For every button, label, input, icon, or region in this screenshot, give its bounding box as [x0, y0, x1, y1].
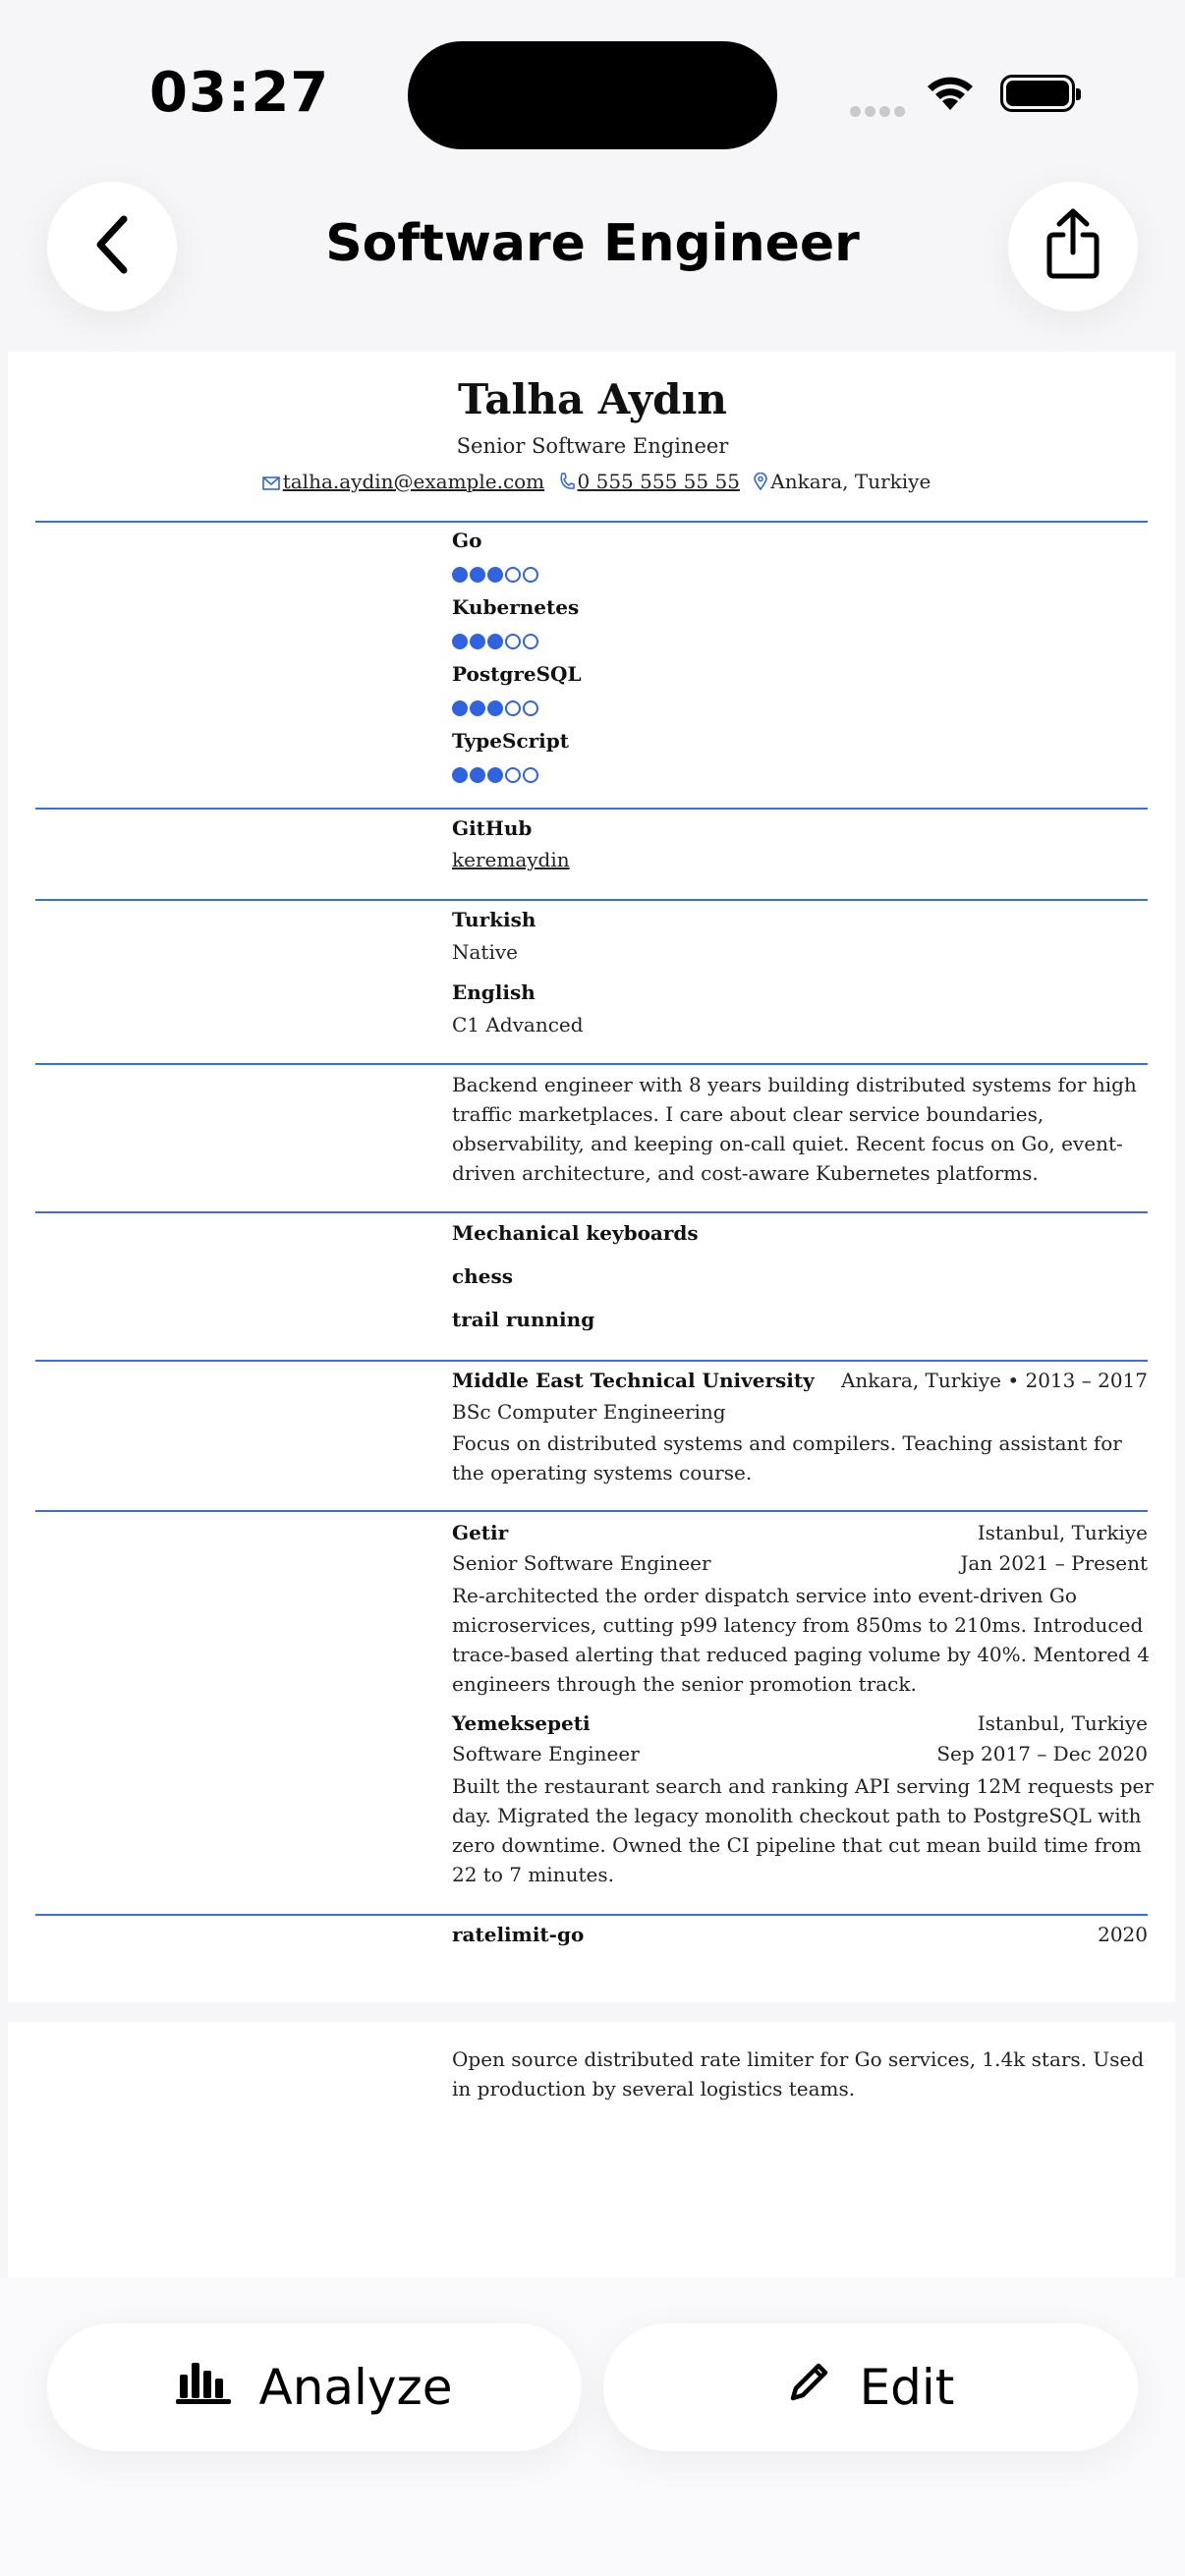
- section-divider: [35, 899, 1148, 901]
- phone-icon: [559, 472, 575, 495]
- rating-dot-empty: [505, 767, 521, 783]
- experience-company: Yemeksepeti: [452, 1711, 591, 1735]
- skill-rating: [452, 567, 538, 583]
- skill-name: PostgreSQL: [452, 662, 582, 686]
- section-divider: [35, 1360, 1148, 1362]
- edit-button[interactable]: [603, 2324, 1138, 2451]
- skill-name: Kubernetes: [452, 595, 580, 619]
- share-icon: [1044, 207, 1102, 286]
- education-meta: Ankara, Turkiye • 2013 – 2017: [840, 1369, 1148, 1392]
- wifi-icon: [924, 73, 977, 116]
- rating-dot-filled: [487, 567, 503, 583]
- rating-dot-empty: [523, 767, 538, 783]
- rating-dot-filled: [487, 634, 503, 649]
- rating-dot-filled: [470, 634, 485, 649]
- phone-link[interactable]: 0 555 555 55 55: [577, 470, 740, 493]
- rating-dot-empty: [505, 567, 521, 583]
- experience-description: Built the restaurant search and ranking API serving 12M requests per day. Migrated the legacy monolith checkout path to PostgreSQL with zero downtime. Owned the CI pipeline that cut mean build time from 22 to 7 minutes.: [452, 1774, 1154, 1886]
- rating-dot-filled: [452, 700, 468, 716]
- experience-title: Senior Software Engineer: [452, 1551, 711, 1575]
- section-divider: [35, 1063, 1148, 1065]
- experience-location: Istanbul, Turkiye: [977, 1711, 1148, 1735]
- dynamic-island: [408, 41, 777, 149]
- summary-text: Backend engineer with 8 years building distributed systems for high traffic marketplaces. I care about clear service boundaries, observability, and keeping on-call quiet. Recent focus on Go, event-driven architecture, and cost-aware Kubernetes platforms.: [452, 1073, 1137, 1185]
- contact-line: [0, 470, 1185, 495]
- battery-icon: [1000, 75, 1075, 112]
- rating-dot-empty: [523, 634, 538, 649]
- rating-dot-filled: [452, 634, 468, 649]
- rating-dot-filled: [470, 767, 485, 783]
- education-degree: BSc Computer Engineering: [452, 1400, 726, 1424]
- status-time: 03:27: [149, 61, 330, 125]
- pencil-icon: [787, 2359, 832, 2416]
- interest-item: Mechanical keyboards: [452, 1221, 699, 1245]
- share-button[interactable]: [1008, 182, 1138, 311]
- education-school: Middle East Technical University: [452, 1369, 815, 1392]
- rating-dot-filled: [470, 567, 485, 583]
- section-divider: [35, 808, 1148, 810]
- section-divider: [35, 1510, 1148, 1512]
- skill-name: TypeScript: [452, 729, 569, 753]
- rating-dot-filled: [452, 567, 468, 583]
- section-divider: [35, 1914, 1148, 1916]
- experience-dates: Sep 2017 – Dec 2020: [936, 1742, 1148, 1765]
- page-title: Software Engineer: [325, 214, 860, 273]
- rating-dot-filled: [487, 700, 503, 716]
- language-level: Native: [452, 940, 518, 964]
- interest-item: chess: [452, 1264, 513, 1288]
- language-name: Turkish: [452, 908, 536, 931]
- rating-dot-empty: [523, 567, 538, 583]
- interest-item: trail running: [452, 1308, 595, 1331]
- rating-dot-filled: [470, 700, 485, 716]
- signal-icon: [850, 102, 909, 121]
- location-pin-icon: [754, 472, 767, 495]
- bar-chart-icon: [176, 2359, 231, 2416]
- analyze-label: Analyze: [258, 2359, 453, 2416]
- experience-description: Re-architected the order dispatch service into event-driven Go microservices, cutting p99 latency from 850ms to 210ms. Introduced trace-based alerting that reduced paging volume by 40%. Mentored 4 engineers through the senior promotion track.: [452, 1584, 1150, 1696]
- education-description: Focus on distributed systems and compilers. Teaching assistant for the operating systems course.: [452, 1431, 1122, 1484]
- analyze-button[interactable]: [47, 2324, 582, 2451]
- skill-rating: [452, 767, 538, 783]
- resume-headline: Senior Software Engineer: [456, 434, 729, 458]
- location-text: Ankara, Turkiye: [770, 470, 931, 493]
- experience-dates: Jan 2021 – Present: [960, 1551, 1148, 1575]
- project-description: Open source distributed rate limiter for Go services, 1.4k stars. Used in production by several logistics teams.: [452, 2047, 1145, 2100]
- experience-location: Istanbul, Turkiye: [977, 1521, 1148, 1544]
- profile-network: GitHub: [452, 816, 533, 840]
- skill-rating: [452, 700, 538, 716]
- language-name: English: [452, 980, 536, 1004]
- rating-dot-empty: [505, 634, 521, 649]
- experience-company: Getir: [452, 1521, 509, 1544]
- section-divider: [35, 521, 1148, 523]
- rating-dot-filled: [452, 767, 468, 783]
- language-level: C1 Advanced: [452, 1013, 584, 1036]
- rating-dot-filled: [487, 767, 503, 783]
- project-name: ratelimit-go: [452, 1923, 585, 1946]
- rating-dot-empty: [523, 700, 538, 716]
- status-bar: [0, 0, 1185, 177]
- skill-name: Go: [452, 529, 482, 552]
- email-link[interactable]: talha.aydin@example.com: [282, 470, 545, 493]
- resume-name: Talha Aydın: [458, 375, 727, 423]
- mail-icon: [262, 472, 280, 495]
- section-divider: [35, 1211, 1148, 1213]
- project-year: 2020: [1098, 1923, 1148, 1946]
- rating-dot-empty: [505, 700, 521, 716]
- skill-rating: [452, 634, 538, 649]
- edit-label: Edit: [859, 2359, 955, 2416]
- experience-title: Software Engineer: [452, 1742, 640, 1765]
- profile-username-link[interactable]: keremaydin: [452, 848, 570, 871]
